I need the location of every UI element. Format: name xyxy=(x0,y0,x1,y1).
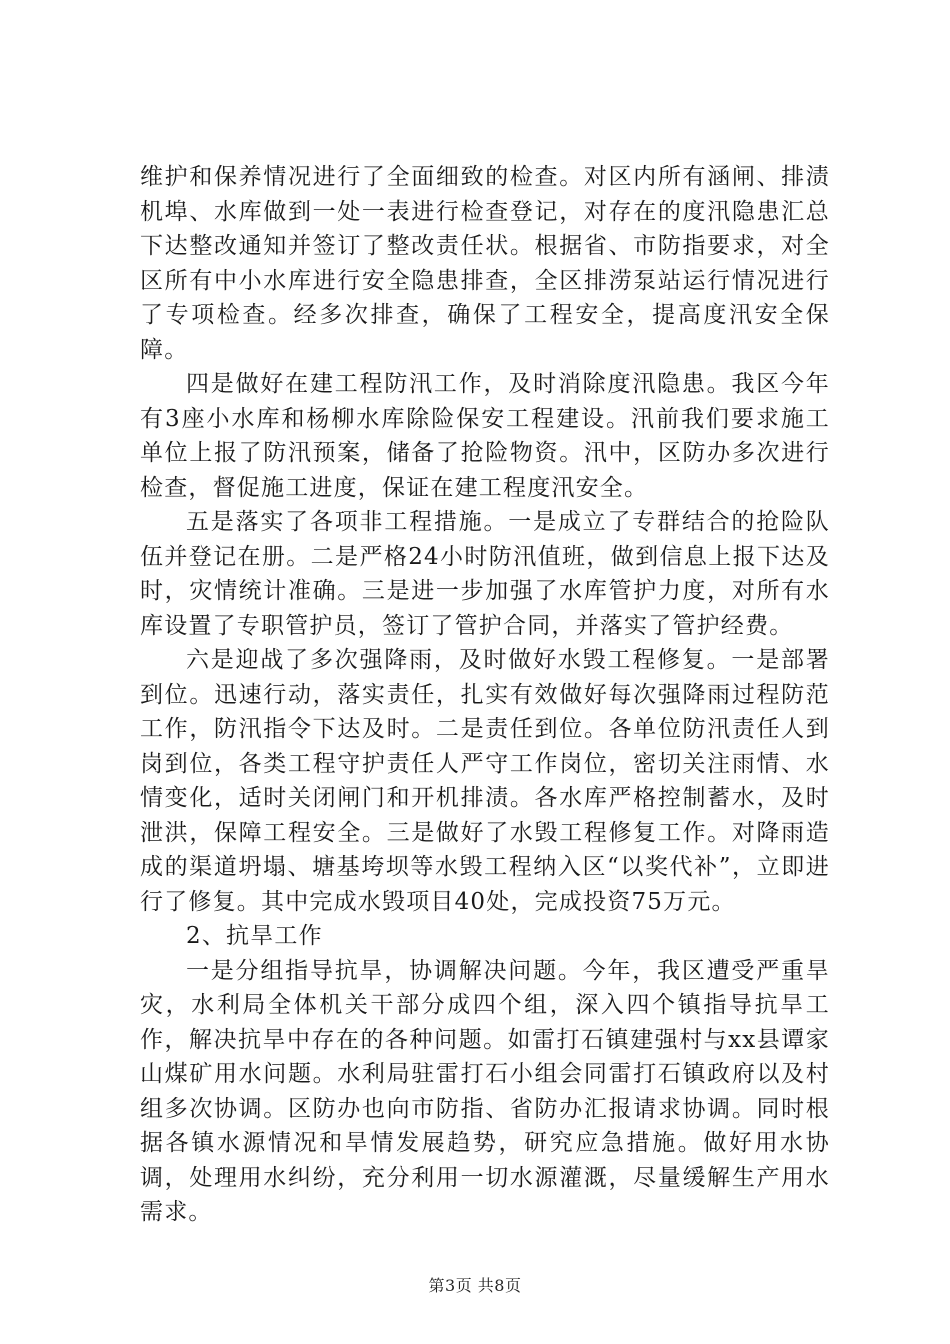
paragraph-non-engineering-measures: 五是落实了各项非工程措施。一是成立了专群结合的抢险队伍并登记在册。二是严格24小时防汛值班，做到信息上报下达及时，灾情统计准确。三是进一步加强了水库管护力度，对所有水库设置了专职管护员，签订了管护合同，并落实了管护经费。 xyxy=(140,509,830,639)
paragraph-construction-flood-control: 四是做好在建工程防汛工作，及时消除度汛隐患。我区今年有3座小水库和杨柳水库除险保安工程建设。汛前我们要求施工单位上报了防汛预案，储备了抢险物资。汛中，区防办多次进行检查，督促施工进度，保证在建工程度汛安全。 xyxy=(140,371,830,501)
document-body xyxy=(140,160,830,1230)
paragraph-inspection: 维护和保养情况进行了全面细致的检查。对区内所有涵闸、排渍机埠、水库做到一处一表进行检查登记，对存在的度汛隐患汇总下达整改通知并签订了整改责任状。根据省、市防指要求，对全区所有中小水库进行安全隐患排查，全区排涝泵站运行情况进行了专项检查。经多次排查，确保了工程安全，提高度汛安全保障。 xyxy=(140,164,830,363)
paragraph-drought-guidance: 一是分组指导抗旱，协调解决问题。今年，我区遭受严重旱灾，水利局全体机关干部分成四个组，深入四个镇指导抗旱工作，解决抗旱中存在的各种问题。如雷打石镇建强村与xx县谭家山煤矿用水问题。水利局驻雷打石小组会同雷打石镇政府以及村组多次协调。区防办也向市防指、省防办汇报请求协调。同时根据各镇水源情况和旱情发展趋势，研究应急措施。做好用水协调，处理用水纠纷，充分利用一切水源灌溉，尽量缓解生产用水需求。 xyxy=(140,957,830,1225)
section-heading-drought-relief: 2、抗旱工作 xyxy=(186,923,323,949)
page-number-footer: 第3页 共8页 xyxy=(428,1276,522,1295)
paragraph-heavy-rain-response: 六是迎战了多次强降雨，及时做好水毁工程修复。一是部署到位。迅速行动，落实责任，扎实有效做好每次强降雨过程防范工作，防汛指令下达及时。二是责任到位。各单位防汛责任人到岗到位，各类工程守护责任人严守工作岗位，密切关注雨情、水情变化，适时关闭闸门和开机排渍。各水库严格控制蓄水，及时泄洪，保障工程安全。三是做好了水毁工程修复工作。对降雨造成的渠道坍塌、塘基垮坝等水毁工程纳入区“以奖代补”，立即进行了修复。其中完成水毁项目40处，完成投资75万元。 xyxy=(140,647,830,915)
